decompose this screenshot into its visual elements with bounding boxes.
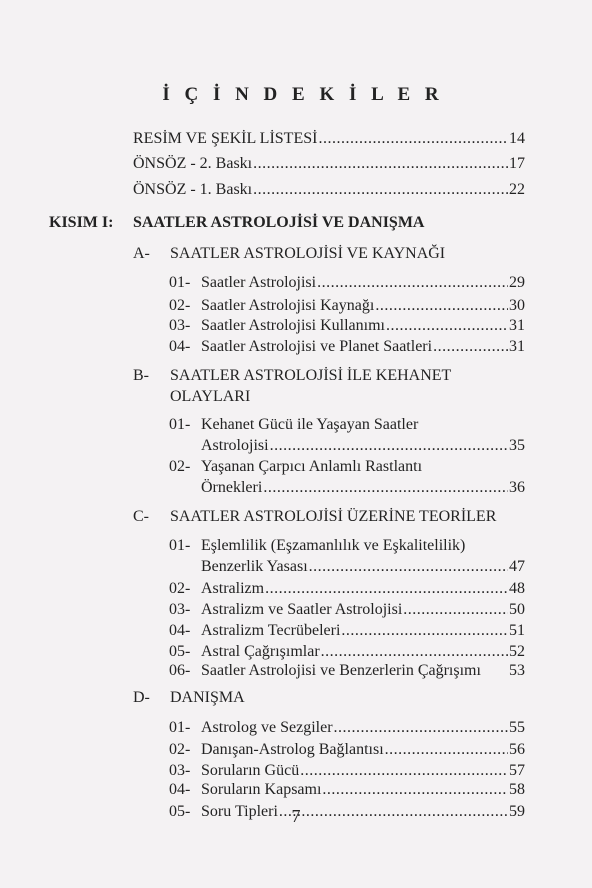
section-letter: C-: [133, 508, 149, 525]
entry-number: 04-: [169, 622, 191, 639]
entry-title: ÖNSÖZ - 2. Baskı: [133, 155, 253, 172]
entry-number: 02-: [169, 741, 191, 758]
entry-title: Saatler Astrolojisi Kaynağı: [201, 297, 375, 314]
entry-page-number: 22: [509, 181, 525, 198]
toc-entry: [201, 476, 525, 500]
entry-title: RESİM VE ŞEKİL LİSTESİ: [133, 130, 318, 147]
entry-number: 05-: [169, 643, 191, 660]
entry-page-number: 53: [509, 662, 525, 679]
entry-page-number: 35: [509, 437, 525, 454]
entry-number: 06-: [169, 662, 191, 679]
entry-title: Astrolog ve Sezgiler: [201, 719, 333, 736]
entry-title: Benzerlik Yasası: [201, 558, 308, 575]
entry-title-line: Yaşanan Çarpıcı Anlamlı Rastlantı: [201, 458, 423, 475]
entry-page-number: 31: [509, 317, 525, 334]
entry-title: Astrolojisi: [201, 437, 269, 454]
entry-title: Astralizm ve Saatler Astrolojisi: [201, 601, 403, 618]
page-number: 7: [291, 806, 301, 826]
entry-number: 04-: [169, 781, 191, 798]
section-title: SAATLER ASTROLOJİSİ İLE KEHANET: [170, 367, 452, 384]
dot-leader: [309, 555, 508, 579]
entry-page-number: 56: [509, 741, 525, 758]
entry-page-number: 14: [509, 130, 525, 147]
section-letter: A-: [133, 245, 150, 262]
toc-entry: [201, 659, 525, 683]
entry-title: Saatler Astrolojisi Kullanımı: [201, 317, 385, 334]
entry-page-number: 57: [509, 762, 525, 779]
dot-leader: [263, 476, 508, 500]
entry-page-number: 58: [509, 781, 525, 798]
entry-number: 03-: [169, 601, 191, 618]
entry-number: 03-: [169, 762, 191, 779]
entry-title-line: Kehanet Gücü ile Yaşayan Saatler: [201, 416, 419, 433]
toc-entry: [201, 778, 525, 802]
part-title: SAATLER ASTROLOJİSİ VE DANIŞMA: [133, 214, 425, 231]
section-title: DANIŞMA: [170, 689, 245, 706]
toc-entry: [201, 335, 525, 359]
page-title: İ Ç İ N D E K İ L E R: [162, 84, 444, 105]
entry-page-number: 50: [509, 601, 525, 618]
entry-title: Saatler Astrolojisi ve Benzerlerin Çağrışımı: [201, 662, 481, 679]
entry-page-number: 47: [509, 558, 525, 575]
entry-page-number: 31: [509, 338, 525, 355]
entry-title: Soruların Gücü: [201, 762, 300, 779]
entry-page-number: 52: [509, 643, 525, 660]
entry-title: ÖNSÖZ - 1. Baskı: [133, 181, 253, 198]
entry-page-number: 55: [509, 719, 525, 736]
section-title: SAATLER ASTROLOJİSİ VE KAYNAĞI: [170, 245, 446, 262]
entry-title: Örnekleri: [201, 479, 263, 496]
entry-title: Astralizm Tecrübeleri: [201, 622, 341, 639]
entry-number: 01-: [169, 537, 191, 554]
entry-title: Saatler Astrolojisi ve Planet Saatleri: [201, 338, 433, 355]
toc-entry: [201, 271, 525, 295]
entry-number: 02-: [169, 580, 191, 597]
entry-number: 01-: [169, 719, 191, 736]
entry-title: Soru Tipleri: [201, 803, 278, 820]
entry-number: 01-: [169, 274, 191, 291]
entry-number: 05-: [169, 803, 191, 820]
toc-entry: [201, 716, 525, 740]
dot-leader: [433, 335, 508, 359]
dot-leader: [334, 716, 508, 740]
entry-number: 03-: [169, 317, 191, 334]
dot-leader: [317, 271, 508, 295]
part-label: KISIM I:: [49, 214, 114, 231]
entry-page-number: 17: [509, 155, 525, 172]
entry-page-number: 30: [509, 297, 525, 314]
dot-leader: [253, 152, 508, 176]
entry-title: Danışan-Astrolog Bağlantısı: [201, 741, 384, 758]
toc-entry: [201, 555, 525, 579]
entry-page-number: 29: [509, 274, 525, 291]
entry-title-line: Eşlemlilik (Eşzamanlılık ve Eşkalitelilik): [201, 537, 466, 554]
entry-page-number: 36: [509, 479, 525, 496]
dot-leader: [318, 127, 508, 151]
entry-title: Soruların Kapsamı: [201, 781, 322, 798]
section-letter: B-: [133, 367, 149, 384]
toc-entry: [133, 152, 525, 176]
entry-page-number: 59: [509, 803, 525, 820]
toc-entry: [133, 127, 525, 151]
entry-page-number: 51: [509, 622, 525, 639]
dot-leader: [322, 778, 508, 802]
entry-number: 04-: [169, 338, 191, 355]
section-letter: D-: [133, 689, 150, 706]
entry-number: 01-: [169, 416, 191, 433]
entry-number: 02-: [169, 297, 191, 314]
toc-entry: [133, 178, 525, 202]
entry-page-number: 48: [509, 580, 525, 597]
section-title: OLAYLARI: [170, 388, 251, 405]
section-title: SAATLER ASTROLOJİSİ ÜZERİNE TEORİLER: [170, 508, 497, 525]
entry-title: Astralizm: [201, 580, 265, 597]
dot-leader: [253, 178, 508, 202]
entry-number: 02-: [169, 458, 191, 475]
entry-title: Astral Çağrışımlar: [201, 643, 320, 660]
entry-title: Saatler Astrolojisi: [201, 274, 317, 291]
